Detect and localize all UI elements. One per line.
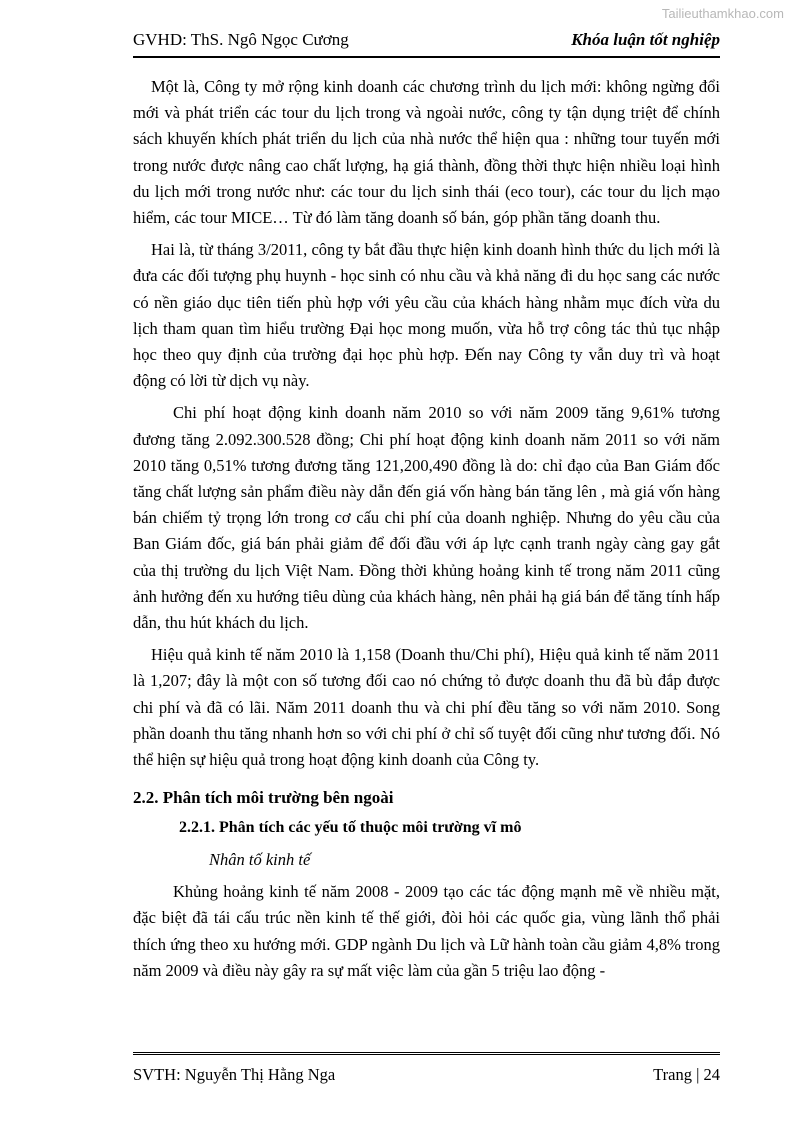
section-heading: 2.2. Phân tích môi trường bên ngoài [133, 788, 394, 808]
paragraph-1: Một là, Công ty mở rộng kinh doanh các chương trình du lịch mới: không ngừng đổi mới và phát triển các tour du lịch trong và ngoài nước, công ty tận dụng triệt để chính sách khuyến khích phát triển du lịch của nhà nước thể hiện qua : những tour tuyến mới trong nước được nâng cao chất lượng, hạ giá thành, đồng thời thực hiện nhiều loại hình du lịch mới trong nước như: các tour du lịch sinh thái (eco tour), các tour du lịch mạo hiểm, các tour MICE… Từ đó làm tăng doanh số bán, góp phần tăng doanh thu. [133, 77, 720, 228]
page-footer [133, 1052, 720, 1091]
paragraph-2: Hai là, từ tháng 3/2011, công ty bắt đầu thực hiện kinh doanh hình thức du lịch mới là đưa các đối tượng phụ huynh - học sinh có nhu cầu và khả năng đi du học sang các nước có nền giáo dục tiên tiến phù hợp với yêu cầu của khách hàng nhằm mục đích vừa du lịch tham quan tìm hiểu trường Đại học mong muốn, vừa hỗ trợ công tác thủ tục nhập học theo quy định của trường đại học phù hợp. Đến nay Công ty vẫn duy trì và hoạt động có lời từ dịch vụ này. [133, 240, 720, 391]
header-thesis-title: Khóa luận tốt nghiệp [571, 30, 720, 49]
sub-subsection-heading: Nhân tố kinh tế [209, 850, 311, 870]
subsection-heading: 2.2.1. Phân tích các yếu tố thuộc môi trường vĩ mô [179, 819, 522, 837]
page-header [133, 30, 720, 58]
paragraph-3: Chi phí hoạt động kinh doanh năm 2010 so với năm 2009 tăng 9,61% tương đương tăng 2.092.300.528 đồng; Chi phí hoạt động kinh doanh năm 2011 so với năm 2010 tăng 0,51% tương đương tăng 121,200,490 đồng là do: chỉ đạo của Ban Giám đốc tăng chất lượng sản phẩm điều này dẫn đến giá vốn hàng bán tăng lên , mà giá vốn hàng bán chiếm tỷ trọng lớn trong cơ cấu chi phí của doanh nghiệp. Nhưng do yêu cầu của Ban Giám đốc, giá bán phải giảm để đối đầu với áp lực cạnh tranh ngày càng gay gắt của thị trường du lịch Việt Nam. Đồng thời khủng hoảng kinh tế trong năm 2011 cũng ảnh hưởng đến xu hướng tiêu dùng của khách hàng, nên phải hạ giá bán để tăng tính hấp dẫn, thu hút khách du lịch. [133, 403, 720, 633]
watermark: Tailieuthamkhao.com [661, 6, 784, 21]
header-advisor: GVHD: ThS. Ngô Ngọc Cương [133, 30, 349, 49]
page-content [133, 74, 720, 984]
paragraph-5: Khủng hoảng kinh tế năm 2008 - 2009 tạo các tác động mạnh mẽ về nhiều mặt, đặc biệt đã tái cấu trúc nền kinh tế thế giới, đòi hỏi các quốc gia, vùng lãnh thổ phải thích ứng theo xu hướng mới. GDP ngành Du lịch và Lữ hành toàn cầu giảm 4,8% trong năm 2009 và điều này gây ra sự mất việc làm của gần 5 triệu lao động - [133, 882, 720, 980]
paragraph-4: Hiệu quả kinh tế năm 2010 là 1,158 (Doanh thu/Chi phí), Hiệu quả kinh tế năm 2011 là 1,207; đây là một con số tương đối cao nó chứng tỏ được doanh thu đã bù đắp được chi phí và đã có lãi. Năm 2011 doanh thu và chi phí đều tăng so với năm 2010. Song phần doanh thu tăng nhanh hơn so với chi phí ở chỉ số tuyệt đối cũng như tương đối. Nó thể hiện sự hiệu quả trong hoạt động kinh doanh của Công ty. [133, 645, 720, 770]
footer-student: SVTH: Nguyễn Thị Hằng Nga [133, 1065, 336, 1084]
footer-page-number: Trang | 24 [653, 1065, 720, 1084]
